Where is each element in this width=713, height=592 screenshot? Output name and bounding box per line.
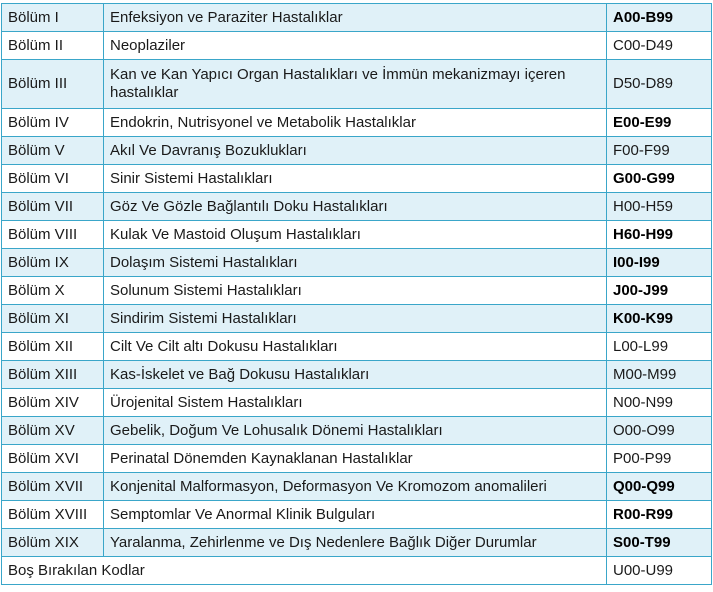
chapter-section-cell: Bölüm V [2, 137, 104, 165]
chapter-code-cell: C00-D49 [607, 32, 712, 60]
icd-chapter-table [1, 3, 712, 585]
table-row [2, 277, 712, 305]
chapter-code-cell: F00-F99 [607, 137, 712, 165]
chapter-code-cell: E00-E99 [607, 109, 712, 137]
chapter-section-cell: Bölüm II [2, 32, 104, 60]
chapter-code-cell: A00-B99 [607, 4, 712, 32]
chapter-section-cell: Bölüm III [2, 60, 104, 109]
table-row [2, 361, 712, 389]
chapter-title-cell: Yaralanma, Zehirlenme ve Dış Nedenlere Bağlık Diğer Durumlar [104, 529, 607, 557]
table-row [2, 305, 712, 333]
chapter-code-cell: L00-L99 [607, 333, 712, 361]
chapter-section-cell: Bölüm VII [2, 193, 104, 221]
chapter-section-cell: Bölüm XI [2, 305, 104, 333]
table-row [2, 473, 712, 501]
chapter-code-cell: R00-R99 [607, 501, 712, 529]
chapter-title-cell: Solunum Sistemi Hastalıkları [104, 277, 607, 305]
table-row [2, 249, 712, 277]
chapter-section-cell: Bölüm VIII [2, 221, 104, 249]
chapter-section-cell: Bölüm VI [2, 165, 104, 193]
chapter-code-cell: G00-G99 [607, 165, 712, 193]
chapter-code-cell: P00-P99 [607, 445, 712, 473]
chapter-title-cell: Enfeksiyon ve Paraziter Hastalıklar [104, 4, 607, 32]
chapter-title-cell: Perinatal Dönemden Kaynaklanan Hastalıklar [104, 445, 607, 473]
chapter-section-cell: Bölüm XIII [2, 361, 104, 389]
chapter-section-cell: Bölüm XVIII [2, 501, 104, 529]
table-row [2, 333, 712, 361]
table-body [2, 4, 712, 585]
chapter-code-cell: U00-U99 [607, 557, 712, 585]
chapter-code-cell: H00-H59 [607, 193, 712, 221]
table-row [2, 557, 712, 585]
chapter-title-cell: Semptomlar Ve Anormal Klinik Bulguları [104, 501, 607, 529]
table-row [2, 501, 712, 529]
chapter-section-cell: Bölüm XVII [2, 473, 104, 501]
chapter-section-cell: Bölüm XVI [2, 445, 104, 473]
chapter-code-cell: H60-H99 [607, 221, 712, 249]
chapter-title-cell: Kas-İskelet ve Bağ Dokusu Hastalıkları [104, 361, 607, 389]
chapter-code-cell: M00-M99 [607, 361, 712, 389]
table-row [2, 60, 712, 109]
chapter-title-cell: Sinir Sistemi Hastalıkları [104, 165, 607, 193]
table-row [2, 109, 712, 137]
chapter-title-cell: Ürojenital Sistem Hastalıkları [104, 389, 607, 417]
table-row [2, 165, 712, 193]
table-row [2, 417, 712, 445]
chapter-title-cell: Göz Ve Gözle Bağlantılı Doku Hastalıkları [104, 193, 607, 221]
chapter-title-cell: Kan ve Kan Yapıcı Organ Hastalıkları ve İmmün mekanizmayı içeren hastalıklar [104, 60, 607, 109]
chapter-section-cell: Bölüm I [2, 4, 104, 32]
chapter-section-cell: Bölüm X [2, 277, 104, 305]
chapter-section-cell: Bölüm XIV [2, 389, 104, 417]
chapter-section-cell: Bölüm XIX [2, 529, 104, 557]
chapter-title-cell: Neoplaziler [104, 32, 607, 60]
chapter-title-cell: Dolaşım Sistemi Hastalıkları [104, 249, 607, 277]
table-row [2, 221, 712, 249]
chapter-code-cell: J00-J99 [607, 277, 712, 305]
chapter-title-cell: Konjenital Malformasyon, Deformasyon Ve Kromozom anomalileri [104, 473, 607, 501]
chapter-title-cell: Gebelik, Doğum Ve Lohusalık Dönemi Hastalıkları [104, 417, 607, 445]
chapter-code-cell: N00-N99 [607, 389, 712, 417]
chapter-section-cell: Bölüm XV [2, 417, 104, 445]
chapter-code-cell: K00-K99 [607, 305, 712, 333]
chapter-code-cell: I00-I99 [607, 249, 712, 277]
chapter-title-cell: Sindirim Sistemi Hastalıkları [104, 305, 607, 333]
chapter-code-cell: O00-O99 [607, 417, 712, 445]
chapter-title-cell: Cilt Ve Cilt altı Dokusu Hastalıkları [104, 333, 607, 361]
chapter-title-cell: Kulak Ve Mastoid Oluşum Hastalıkları [104, 221, 607, 249]
table-row [2, 529, 712, 557]
table-row [2, 445, 712, 473]
table-row [2, 389, 712, 417]
table-row [2, 32, 712, 60]
chapter-code-cell: S00-T99 [607, 529, 712, 557]
chapter-code-cell: Q00-Q99 [607, 473, 712, 501]
table-row [2, 193, 712, 221]
chapter-title-cell: Boş Bırakılan Kodlar [2, 557, 607, 585]
chapter-section-cell: Bölüm IX [2, 249, 104, 277]
chapter-section-cell: Bölüm IV [2, 109, 104, 137]
chapter-title-cell: Akıl Ve Davranış Bozuklukları [104, 137, 607, 165]
table-row [2, 4, 712, 32]
table-row [2, 137, 712, 165]
chapter-code-cell: D50-D89 [607, 60, 712, 109]
chapter-section-cell: Bölüm XII [2, 333, 104, 361]
chapter-title-cell: Endokrin, Nutrisyonel ve Metabolik Hastalıklar [104, 109, 607, 137]
